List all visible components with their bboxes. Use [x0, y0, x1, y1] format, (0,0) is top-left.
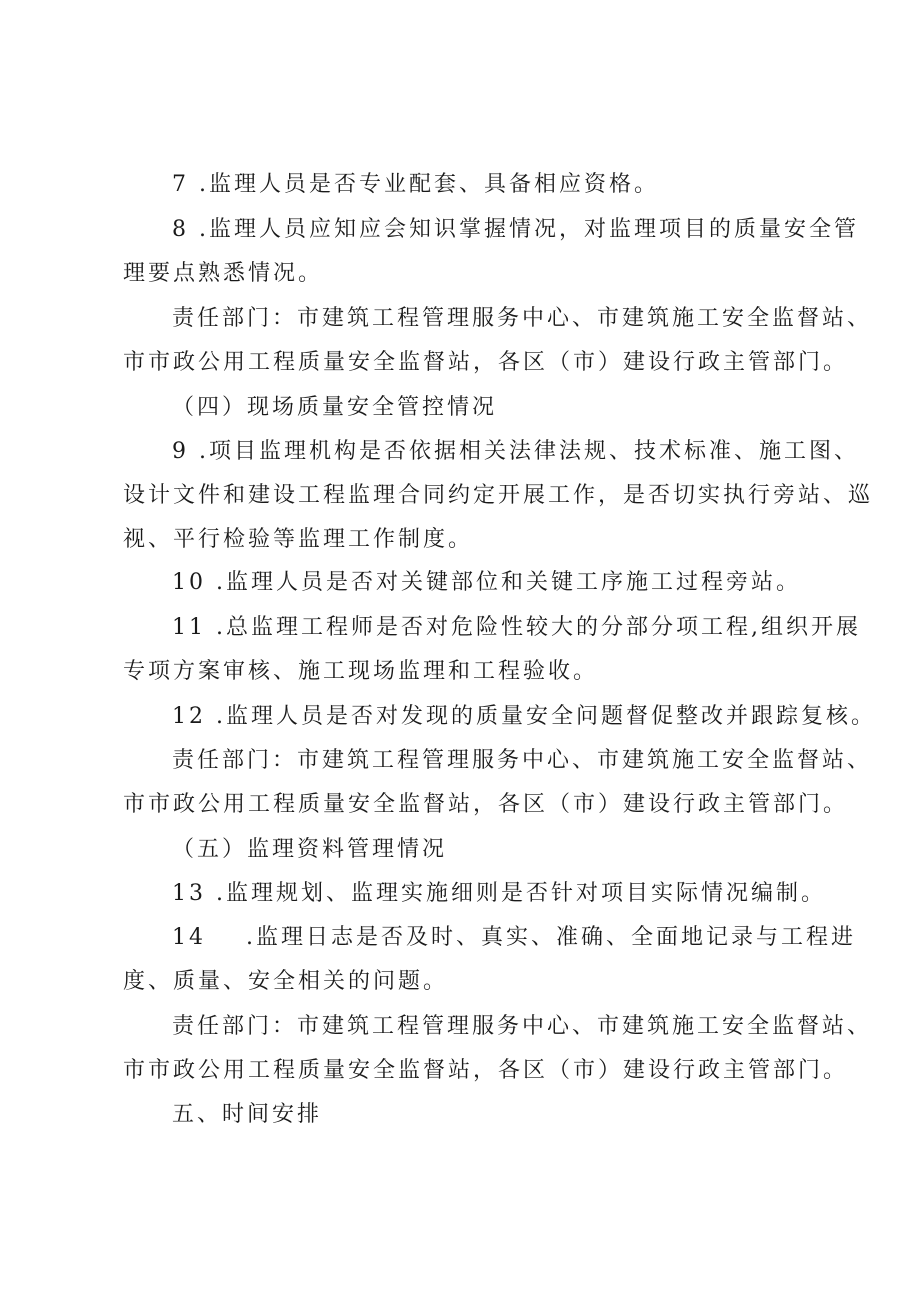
item-14-line-2: 度、质量、安全相关的问题。 — [123, 969, 449, 994]
section-4-heading: （四）现场质量安全管控情况 — [172, 395, 498, 420]
item-11-line-2: 专项方案审核、施工现场监理和工程验收。 — [123, 659, 599, 684]
responsibility-1-line-2: 市市政公用工程质量安全监督站，各区（市）建设行政主管部门。 — [123, 350, 849, 375]
item-9-line-2: 设计文件和建设工程监理合同约定开展工作，是否切实执行旁站、巡 — [123, 483, 874, 508]
responsibility-2-line-2: 市市政公用工程质量安全监督站，各区（市）建设行政主管部门。 — [123, 792, 849, 817]
item-13: 13 .监理规划、监理实施细则是否针对项目实际情况编制。 — [172, 881, 826, 906]
item-14-number: 14 — [172, 925, 206, 950]
item-8-line-1: 8 .监理人员应知应会知识掌握情况，对监理项目的质量安全管 — [172, 217, 859, 242]
section-5-heading: （五）监理资料管理情况 — [172, 837, 448, 862]
item-7: 7 .监理人员是否专业配套、具备相应资格。 — [172, 172, 659, 197]
responsibility-2-line-1: 责任部门：市建筑工程管理服务中心、市建筑施工安全监督站、 — [172, 748, 873, 773]
responsibility-1-line-1: 责任部门：市建筑工程管理服务中心、市建筑施工安全监督站、 — [172, 306, 873, 331]
responsibility-3-line-1: 责任部门：市建筑工程管理服务中心、市建筑施工安全监督站、 — [172, 1014, 873, 1039]
item-14-text: .监理日志是否及时、真实、准确、全面地记录与工程进 — [246, 925, 856, 950]
item-14-line-1 — [0, 918, 920, 958]
item-9-line-3: 视、平行检验等监理工作制度。 — [123, 527, 474, 552]
item-8-line-2: 理要点熟悉情况。 — [123, 261, 324, 286]
responsibility-3-line-2: 市市政公用工程质量安全监督站，各区（市）建设行政主管部门。 — [123, 1058, 849, 1083]
item-12: 12 .监理人员是否对发现的质量安全问题督促整改并跟踪复核。 — [172, 704, 876, 729]
item-9-line-1: 9 .项目监理机构是否依据相关法律法规、技术标准、施工图、 — [172, 439, 859, 464]
item-10: 10 .监理人员是否对关键部位和关键工序施工过程旁站。 — [172, 570, 801, 595]
heading-time-schedule: 五、时间安排 — [172, 1102, 323, 1127]
item-11-line-1: 11 .总监理工程师是否对危险性较大的分部分项工程,组织开展 — [172, 615, 861, 640]
